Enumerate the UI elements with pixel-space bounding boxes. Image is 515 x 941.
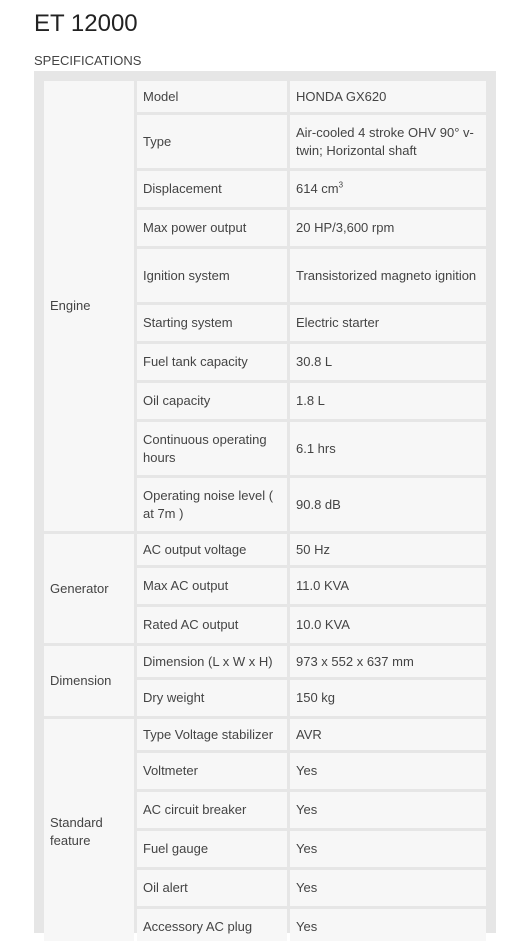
spec-label: Fuel gauge (137, 831, 287, 867)
spec-label: Starting system (137, 305, 287, 341)
spec-label: Oil capacity (137, 383, 287, 419)
spec-label: Type Voltage stabilizer (137, 719, 287, 750)
spec-value: 20 HP/3,600 rpm (290, 210, 486, 246)
spec-value: Yes (290, 870, 486, 906)
spec-table (41, 78, 489, 941)
spec-label: Voltmeter (137, 753, 287, 789)
spec-value: 50 Hz (290, 534, 486, 565)
spec-value: 11.0 KVA (290, 568, 486, 604)
spec-label: Oil alert (137, 870, 287, 906)
spec-label: Continuous operating hours (137, 422, 287, 475)
superscript: 3 (338, 180, 344, 190)
table-row (44, 81, 486, 112)
spec-value: Transistorized magneto ignition (290, 249, 486, 302)
spec-label: Model (137, 81, 287, 112)
spec-label: Dry weight (137, 680, 287, 716)
spec-value: Yes (290, 909, 486, 941)
spec-value: Yes (290, 753, 486, 789)
spec-label: Ignition system (137, 249, 287, 302)
spec-value: 90.8 dB (290, 478, 486, 531)
spec-label: Fuel tank capacity (137, 344, 287, 380)
spec-label: Rated AC output (137, 607, 287, 643)
spec-label: Type (137, 115, 287, 168)
spec-label: Dimension (L x W x H) (137, 646, 287, 677)
spec-value: Yes (290, 831, 486, 867)
spec-value: HONDA GX620 (290, 81, 486, 112)
spec-value: 614 cm (296, 181, 339, 196)
spec-value-displacement (290, 171, 486, 207)
spec-label: Max power output (137, 210, 287, 246)
group-engine: Engine (44, 81, 134, 531)
spec-value: Air-cooled 4 stroke OHV 90° v-twin; Horizontal shaft (290, 115, 486, 168)
group-dimension: Dimension (44, 646, 134, 716)
spec-value: Electric starter (290, 305, 486, 341)
table-row (44, 646, 486, 677)
spec-label: AC output voltage (137, 534, 287, 565)
table-row (44, 534, 486, 565)
spec-value: AVR (290, 719, 486, 750)
spec-value: Yes (290, 792, 486, 828)
table-row (44, 719, 486, 750)
spec-value: 6.1 hrs (290, 422, 486, 475)
spec-label: Accessory AC plug (137, 909, 287, 941)
spec-value: 973 x 552 x 637 mm (290, 646, 486, 677)
spec-value: 10.0 KVA (290, 607, 486, 643)
spec-value: 150 kg (290, 680, 486, 716)
spec-label: Operating noise level ( at 7m ) (137, 478, 287, 531)
spec-label: Max AC output (137, 568, 287, 604)
spec-table-frame (34, 71, 496, 933)
spec-value: 1.8 L (290, 383, 486, 419)
group-generator: Generator (44, 534, 134, 643)
group-standard-feature: Standard feature (44, 719, 134, 941)
spec-label: AC circuit breaker (137, 792, 287, 828)
spec-value: 30.8 L (290, 344, 486, 380)
section-heading: SPECIFICATIONS (34, 53, 142, 68)
spec-label: Displacement (137, 171, 287, 207)
product-title: ET 12000 (34, 10, 138, 37)
